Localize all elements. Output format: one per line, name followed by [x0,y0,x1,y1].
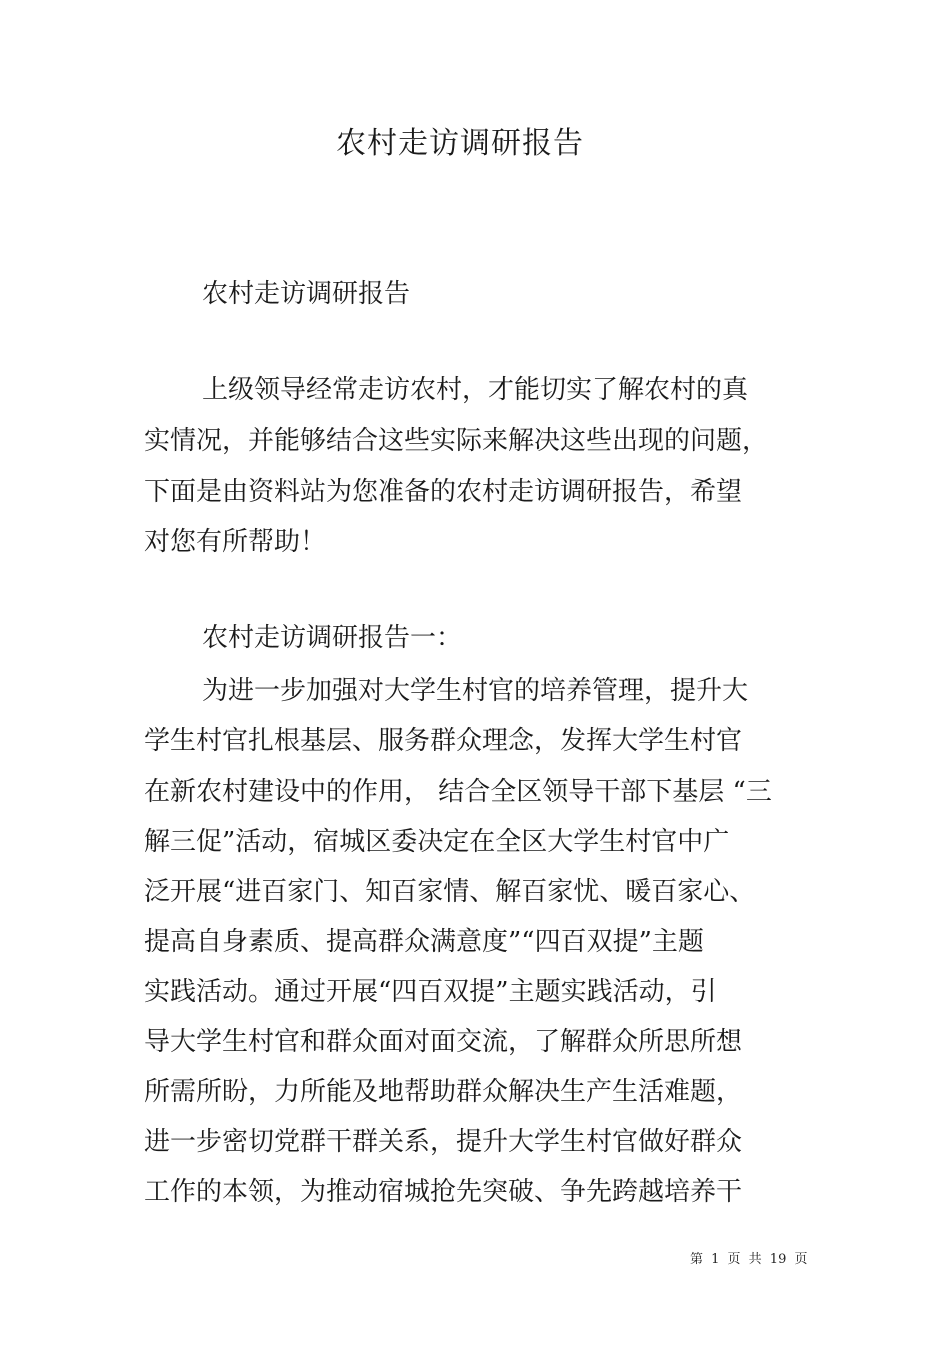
body-line-4: 解三促”活动，宿城区委决定在全区大学生村官中广 [144,827,730,857]
body-line-5: 泛开展“进百家门、知百家情、解百家忧、暖百家心、 [144,877,756,907]
intro-line-3: 下面是由资料站为您准备的农村走访调研报告，希望 [144,477,743,507]
body-line-1: 为进一步加强对大学生村官的培养管理，提升大 [202,676,749,706]
body-line-11: 工作的本领，为推动宿城抢先突破、争先跨越培养干 [144,1177,743,1207]
intro-line-4: 对您有所帮助！ [144,527,327,557]
document-title: 农村走访调研报告 [336,126,584,161]
body-line-2: 学生村官扎根基层、服务群众理念，发挥大学生村官 [144,726,743,756]
page-number-footer: 第 1 页 共 19 页 [690,1252,808,1267]
body-line-6: 提高自身素质、提高群众满意度”“四百双提”主题 [144,927,704,957]
body-line-8: 导大学生村官和群众面对面交流，了解群众所思所想 [144,1027,743,1057]
body-line-10: 进一步密切党群干群关系，提升大学生村官做好群众 [144,1127,743,1157]
intro-line-1: 上级领导经常走访农村，才能切实了解农村的真 [202,375,749,405]
body-line-3: 在新农村建设中的作用， 结合全区领导干部下基层 “三 [144,777,772,807]
intro-line-2: 实情况，并能够结合这些实际来解决这些出现的问题， [144,426,769,456]
body-line-9: 所需所盼，力所能及地帮助群众解决生产生活难题， [144,1077,743,1107]
subtitle: 农村走访调研报告 [202,279,411,309]
body-line-7: 实践活动。通过开展“四百双提”主题实践活动，引 [144,977,717,1007]
section-heading: 农村走访调研报告一： [202,623,463,653]
